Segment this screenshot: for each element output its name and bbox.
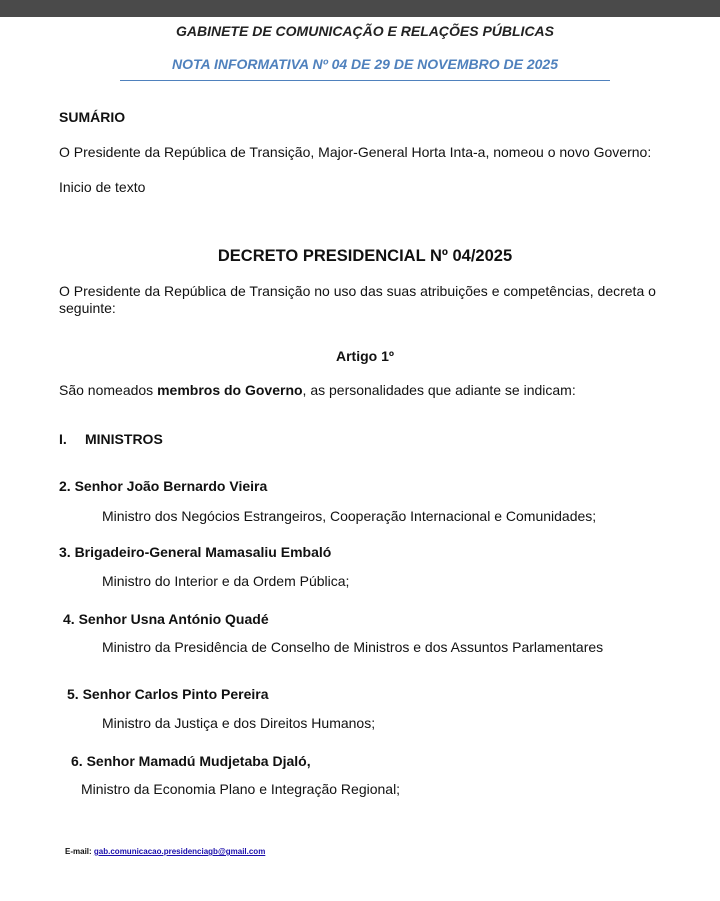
minister-role: Ministro dos Negócios Estrangeiros, Cooperação Internacional e Comunidades; <box>102 508 597 524</box>
email-label: E-mail: <box>65 847 92 856</box>
appointment-post: , as personalidades que adiante se indicam: <box>302 382 576 398</box>
minister-name: 5. Senhor Carlos Pinto Pereira <box>67 686 269 702</box>
header-divider <box>120 80 610 81</box>
minister-name: 6. Senhor Mamadú Mudjetaba Djaló, <box>71 753 311 769</box>
minister-role: Ministro da Justiça e dos Direitos Humanos; <box>102 715 376 731</box>
decree-title: DECRETO PRESIDENCIAL Nº 04/2025 <box>217 247 513 265</box>
email-link[interactable]: gab.comunicacao.presidenciagb@gmail.com <box>93 847 266 856</box>
note-title: NOTA INFORMATIVA Nº 04 DE 29 DE NOVEMBRO DE 2025 <box>171 56 559 72</box>
summary-text: O Presidente da República de Transição, Major-General Horta Inta-a, nomeou o novo Governo: <box>59 144 652 160</box>
minister-name: 4. Senhor Usna António Quadé <box>63 611 269 627</box>
appointment-pre: São nomeados <box>59 382 158 398</box>
section-title: MINISTROS <box>85 431 163 447</box>
minister-name: 2. Senhor João Bernardo Vieira <box>59 478 268 494</box>
minister-role: Ministro da Presidência de Conselho de Ministros e dos Assuntos Parlamentares <box>102 639 604 655</box>
document-page <box>0 17 720 901</box>
text-start: Inicio de texto <box>59 179 146 195</box>
office-title: GABINETE DE COMUNICAÇÃO E RELAÇÕES PÚBLICAS <box>175 23 555 39</box>
minister-role: Ministro da Economia Plano e Integração Regional; <box>81 781 401 797</box>
minister-name: 3. Brigadeiro-General Mamasaliu Embaló <box>59 544 332 560</box>
decree-intro-line2: seguinte: <box>59 300 116 316</box>
section-number: I. <box>59 431 67 447</box>
article-title: Artigo 1º <box>335 348 394 364</box>
email-footer <box>65 847 265 856</box>
summary-heading: SUMÁRIO <box>59 109 126 125</box>
decree-intro-line1: O Presidente da República de Transição no uso das suas atribuições e competências, decreta o <box>59 283 656 299</box>
appointment-text <box>59 382 576 398</box>
minister-role: Ministro do Interior e da Ordem Pública; <box>102 573 350 589</box>
appointment-bold: membros do Governo <box>157 382 303 398</box>
